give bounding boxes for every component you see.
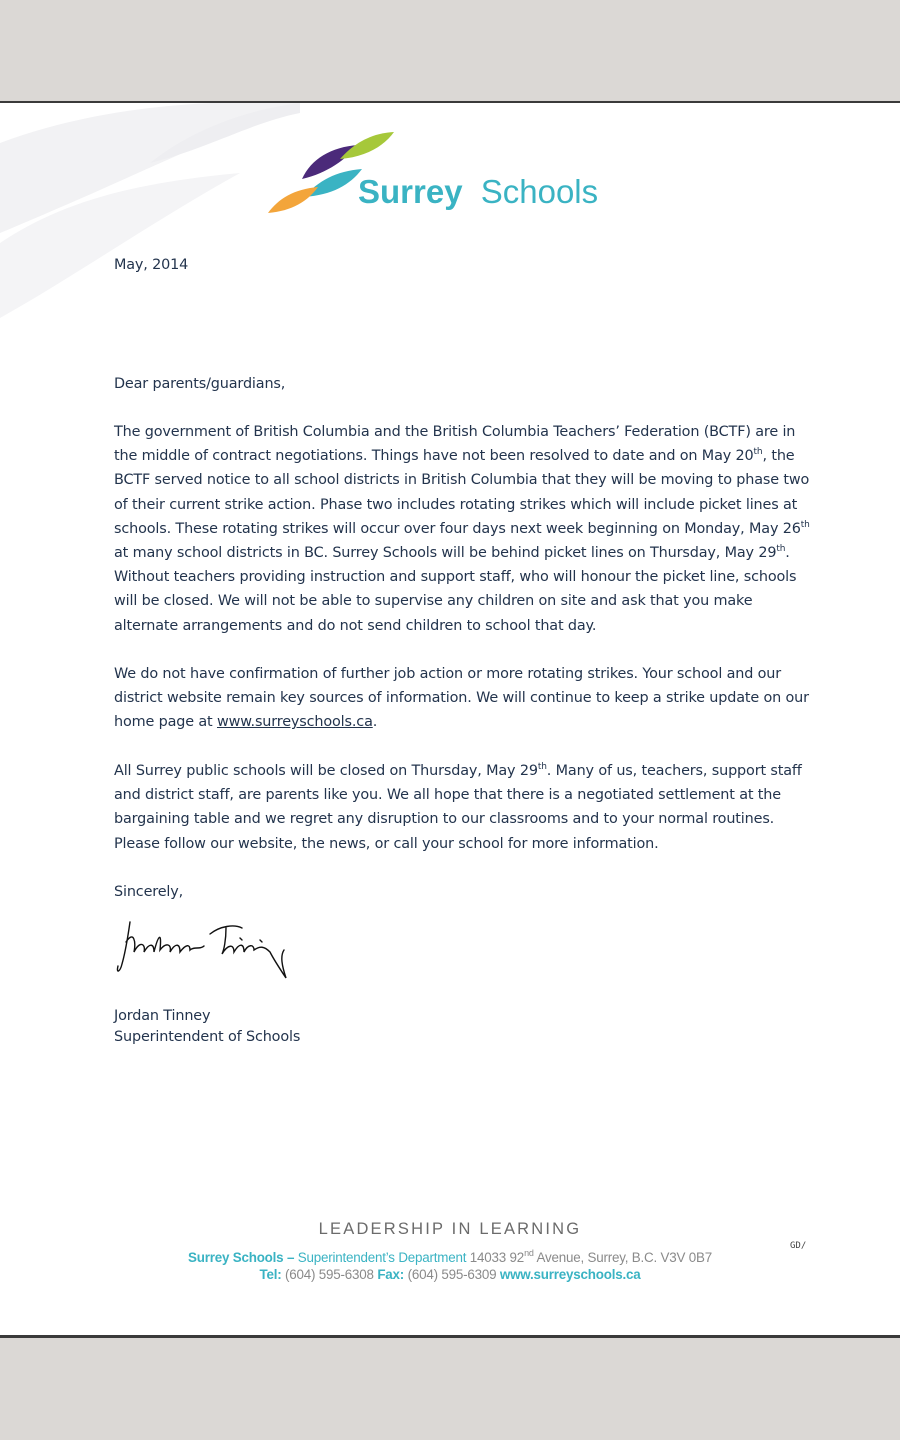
typist-initials: GD/: [790, 1241, 807, 1251]
logo-green-leaf-icon: [340, 132, 394, 159]
paragraph-3: All Surrey public schools will be closed on Thursday, May 29th. Many of us, teachers, support staff and district staff, are parents like you. We all hope that there is a negotiated settlement at the bargaining table and we regret any disruption to our classrooms and to your normal routines. Please follow our website, the news, or call your school for more information.: [114, 762, 802, 852]
footer-department: Superintendent’s Department: [297, 1250, 467, 1265]
footer-tagline: LEADERSHIP IN LEARNING: [318, 1220, 582, 1238]
leaf-watermark-icon: [0, 103, 300, 323]
logo-word-schools: Schools: [480, 173, 599, 210]
footer-contact-line: [0, 1267, 900, 1282]
logo-orange-leaf-icon: [268, 187, 318, 213]
footer-website[interactable]: www.surreyschools.ca: [499, 1267, 641, 1282]
signer-title: Superintendent of Schools: [114, 1029, 301, 1045]
footer-tel: (604) 595-6308: [281, 1267, 378, 1282]
letter-date: May, 2014: [114, 257, 189, 273]
footer-tel-label: Tel:: [259, 1267, 282, 1282]
website-link[interactable]: www.surreyschools.ca: [216, 714, 373, 731]
letter-page: [0, 101, 900, 1338]
viewer-top-band: [0, 0, 900, 100]
logo-word-surrey: Surrey: [358, 173, 463, 210]
svg-text:Surrey Schools: [358, 173, 598, 210]
footer-fax: (604) 595-6309: [404, 1267, 500, 1282]
salutation: Dear parents/guardians,: [114, 376, 286, 392]
footer-org: Surrey Schools: [188, 1250, 284, 1265]
surrey-schools-logo: [266, 129, 636, 215]
closing: Sincerely,: [114, 884, 184, 900]
paragraph-1: The government of British Columbia and the British Columbia Teachers’ Federation (BCTF) are in the middle of contract negotiations. Things have not been resolved to date and on May 20th, the BCTF served notice to all school districts in British Columbia that they will be moving to phase two of their current strike action. Phase two includes rotating strikes which will include picket lines at schools. These rotating strikes will occur over four days next week beginning on Monday, May 26th at many school districts in BC. Surrey Schools will be behind picket lines on Thursday, May 29th. Without teachers providing instruction and support staff, who will honour the picket line, schools will be closed. We will not be able to supervise any children on site and ask that you make alternate arrangements and do not send children to school that day.: [114, 424, 810, 634]
footer-fax-label: Fax:: [377, 1267, 405, 1282]
handwritten-signature: [114, 916, 294, 984]
viewer-bottom-band: [0, 1340, 900, 1440]
footer-address-line: Surrey Schools – Superintendent’s Department 14033 92nd Avenue, Surrey, B.C. V3V 0B7: [188, 1248, 712, 1265]
paragraph-2: We do not have confirmation of further job action or more rotating strikes. Your school and our district website remain key sources of information. We will continue to keep a strike update on our home page at www.surreyschools.ca.: [114, 666, 809, 731]
signer-name: Jordan Tinney: [114, 1008, 211, 1024]
